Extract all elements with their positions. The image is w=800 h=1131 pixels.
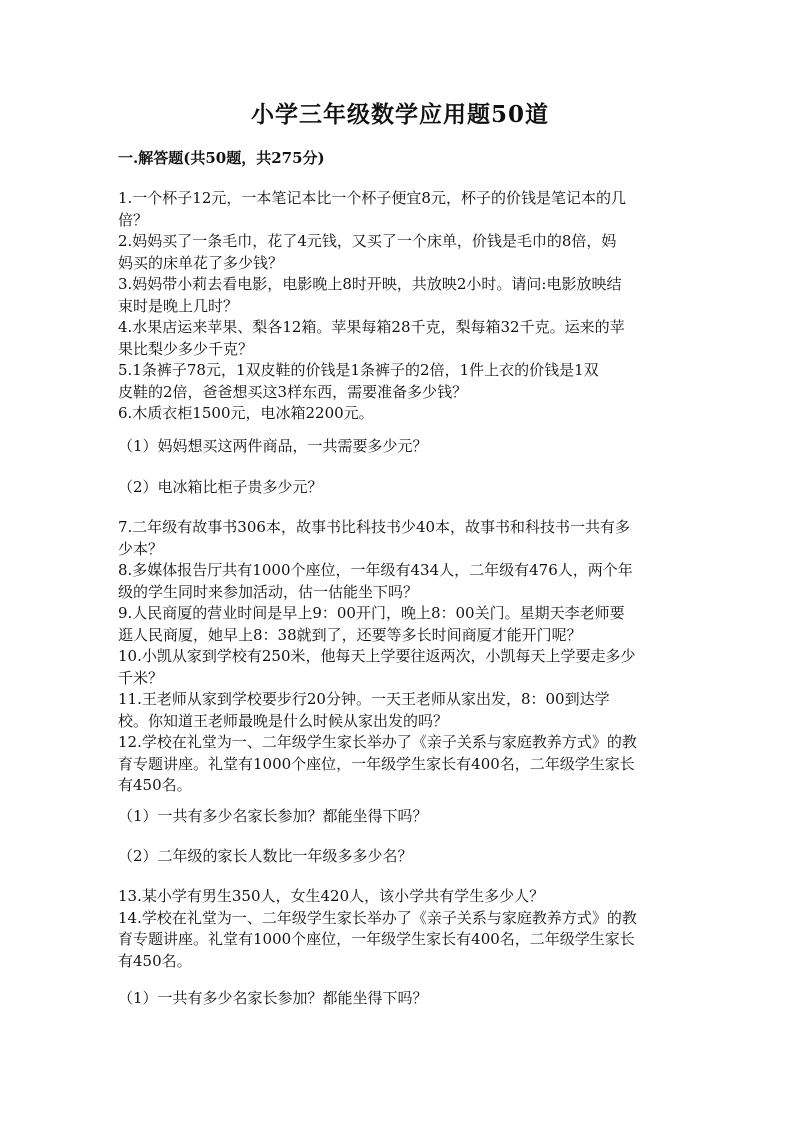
question-line: 束时是晚上几时？ xyxy=(118,296,239,315)
section-header: 一.解答题(共50题，共275分) xyxy=(118,149,325,167)
page-title: 小学三年级数学应用题50道 xyxy=(250,101,549,128)
question-line: 3.妈妈带小莉去看电影，电影晚上8时开映，共放映2小时。请问:电影放映结 xyxy=(118,275,622,293)
question-line: 9.人民商厦的营业时间是早上9：00开门，晚上8：00关门。星期天李老师要 xyxy=(118,604,625,622)
question-line: 12.学校在礼堂为一、二年级学生家长举办了《亲子关系与家庭教养方式》的教 xyxy=(118,733,637,751)
question-line: 2.妈妈买了一条毛巾，花了4元钱，又买了一个床单，价钱是毛巾的8倍，妈 xyxy=(118,232,617,250)
question-line: 14.学校在礼堂为一、二年级学生家长举办了《亲子关系与家庭教养方式》的教 xyxy=(118,908,637,927)
q14-sub-question-1: （1）一共有多少名家长参加？都能坐得下吗？ xyxy=(118,989,428,1007)
q12-sub-question-2: （2）二年级的家长人数比一年级多多少名？ xyxy=(118,847,413,865)
question-line: 有450名。 xyxy=(118,951,192,970)
question-line: 5.1条裤子78元，1双皮鞋的价钱是1条裤子的2倍，1件上衣的价钱是1双 xyxy=(118,361,599,379)
q6-sub-question-1: （1）妈妈想买这两件商品，一共需要多少元？ xyxy=(118,437,428,455)
question-line: 果比梨少多少千克？ xyxy=(118,339,254,358)
question-line: 妈买的床单花了多少钱？ xyxy=(118,253,284,272)
question-line: 倍？ xyxy=(118,210,149,229)
question-line: 4.水果店运来苹果、梨各12箱。苹果每箱28千克，梨每箱32千克。运来的苹 xyxy=(118,318,625,336)
question-line: 级的学生同时来参加活动，估一估能坐下吗？ xyxy=(118,582,419,601)
question-block-2 xyxy=(118,517,686,797)
question-line: 1.一个杯子12元，一本笔记本比一个杯子便宜8元，杯子的价钱是笔记本的几 xyxy=(118,189,626,207)
q6-sub-question-2: （2）电冰箱比柜子贵多少元？ xyxy=(118,478,323,496)
question-line: 逛人民商厦，她早上8：38就到了，还要等多长时间商厦才能开门呢？ xyxy=(118,625,582,644)
question-block-3 xyxy=(118,886,686,972)
question-line: 皮鞋的2倍，爸爸想买这3样东西，需要准备多少钱？ xyxy=(118,382,468,401)
question-line: 校。你知道王老师最晚是什么时候从家出发的吗？ xyxy=(118,711,449,730)
question-line: 8.多媒体报告厅共有1000个座位，一年级有434人，二年级有476人，两个年 xyxy=(118,561,633,579)
question-line: 有450名。 xyxy=(118,776,192,794)
question-line: 6.木质衣柜1500元，电冰箱2200元。 xyxy=(118,404,374,422)
q12-sub-question-1: （1）一共有多少名家长参加？都能坐得下吗？ xyxy=(118,807,428,825)
question-line: 11.王老师从家到学校要步行20分钟。一天王老师从家出发，8：00到达学 xyxy=(118,690,610,708)
question-line: 13.某小学有男生350人，女生420人，该小学共有学生多少人？ xyxy=(118,887,545,905)
question-line: 育专题讲座。礼堂有1000个座位，一年级学生家长有400名，二年级学生家长 xyxy=(118,754,635,773)
question-line: 少本？ xyxy=(118,539,164,558)
question-line: 千米？ xyxy=(118,668,164,687)
question-block-1 xyxy=(118,188,686,425)
question-line: 育专题讲座。礼堂有1000个座位，一年级学生家长有400名，二年级学生家长 xyxy=(118,930,635,948)
question-line: 10.小凯从家到学校有250米，他每天上学要往返两次，小凯每天上学要走多少 xyxy=(118,647,636,665)
question-line: 7.二年级有故事书306本，故事书比科技书少40本，故事书和科技书一共有多 xyxy=(118,518,631,536)
